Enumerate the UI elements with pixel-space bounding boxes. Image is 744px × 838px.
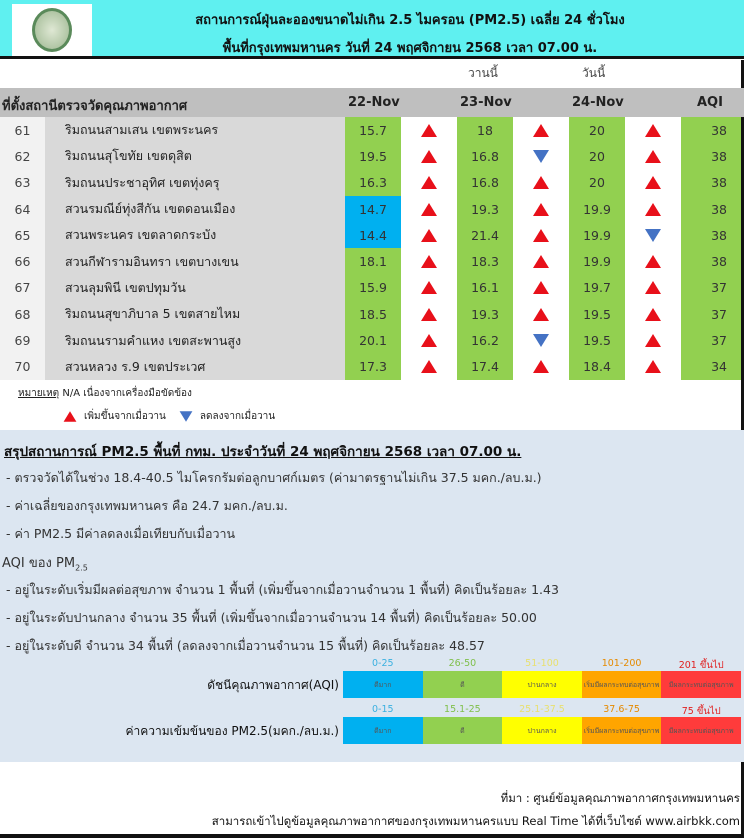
scale-level <box>343 704 423 744</box>
scale-level-label: ดี <box>423 671 503 698</box>
value-24nov: 19.9 <box>569 196 625 222</box>
trend-cell <box>625 354 681 380</box>
scale-range: 75 ขึ้นไป <box>681 706 721 717</box>
color-scale <box>343 658 741 698</box>
station-number: 62 <box>0 143 45 169</box>
station-number: 61 <box>0 117 45 143</box>
value-24nov: 20 <box>569 117 625 143</box>
value-23nov: 16.2 <box>457 327 513 353</box>
trend-cell <box>625 222 681 248</box>
table-row <box>0 327 744 353</box>
up-arrow-icon <box>421 308 437 321</box>
table-row <box>0 222 744 248</box>
value-23nov: 16.8 <box>457 143 513 169</box>
scale-level-label: ปานกลาง <box>502 717 582 744</box>
trend-cell <box>625 301 681 327</box>
col-24nov: 24-Nov <box>572 95 624 110</box>
aqi-value: 38 <box>681 248 741 274</box>
trend-cell <box>513 354 569 380</box>
up-arrow-icon <box>645 203 661 216</box>
value-22nov: 14.7 <box>345 196 401 222</box>
scale-range: 26-50 <box>448 658 477 669</box>
scale-range: 51-100 <box>525 658 559 669</box>
table-row <box>0 301 744 327</box>
trend-cell <box>401 143 457 169</box>
table-row <box>0 354 744 380</box>
up-arrow-icon <box>645 176 661 189</box>
trend-cell <box>513 248 569 274</box>
aqi-title: AQI ของ $PM_{2.5}$ <box>2 556 88 573</box>
value-22nov: 19.5 <box>345 143 401 169</box>
arrow-legend <box>62 409 275 424</box>
scale-level-label: มีผลกระทบต่อสุขภาพ <box>661 671 741 698</box>
value-24nov: 19.5 <box>569 327 625 353</box>
up-arrow-icon <box>421 334 437 347</box>
col-station: ที่ตั้งสถานีตรวจวัดคุณภาพอากาศ <box>2 99 188 114</box>
value-24nov: 20 <box>569 170 625 196</box>
station-name: สวนลุมพินี เขตปทุมวัน <box>45 275 345 301</box>
scale-range: 101-200 <box>601 658 642 669</box>
header-subtitle: พื้นที่กรุงเทพมหานคร วันที่ 24 พฤศจิกายน 2568 เวลา 07.00 น. <box>222 41 598 56</box>
scale-range: 201 ขึ้นไป <box>678 660 724 671</box>
value-24nov: 20 <box>569 143 625 169</box>
up-arrow-icon <box>645 334 661 347</box>
table-row <box>0 170 744 196</box>
trend-cell <box>401 301 457 327</box>
trend-cell <box>513 275 569 301</box>
up-arrow-icon <box>533 176 549 189</box>
scale-range: 0-25 <box>372 658 394 669</box>
scale-level-label: ปานกลาง <box>502 671 582 698</box>
source-text: ที่มา : ศูนย์ข้อมูลคุณภาพอากาศกรุงเทพมหานคร <box>500 791 740 805</box>
up-arrow-icon <box>533 255 549 268</box>
up-arrow-icon <box>533 124 549 137</box>
station-name: ริมถนนประชาอุทิศ เขตทุ่งครุ <box>45 170 345 196</box>
trend-cell <box>625 327 681 353</box>
up-arrow-icon <box>64 411 77 421</box>
station-number: 68 <box>0 301 45 327</box>
summary-line: - ค่า PM2.5 มีค่าลดลงเมื่อเทียบกับเมื่อวาน <box>6 526 236 541</box>
note <box>18 386 192 401</box>
scale-range: 37.6-75 <box>603 704 640 715</box>
down-label: ลดลงจากเมื่อวาน <box>199 411 276 422</box>
station-number: 64 <box>0 196 45 222</box>
up-arrow-icon <box>645 255 661 268</box>
trend-cell <box>401 117 457 143</box>
station-name: สวนพระนคร เขตลาดกระบัง <box>45 222 345 248</box>
scale-level <box>582 704 662 744</box>
aqi-line: - อยู่ในระดับเริ่มมีผลต่อสุขภาพ จำนวน 1 พื้นที่ (เพิ่มขึ้นจากเมื่อวานจำนวน 1 พื้นที่) คิดเป็นร้อยละ 1.43 <box>6 582 559 597</box>
value-24nov: 19.5 <box>569 301 625 327</box>
table-row <box>0 196 744 222</box>
scale-level-label: ดี <box>423 717 503 744</box>
scale-range: 15.1-25 <box>444 704 481 715</box>
up-arrow-icon <box>421 124 437 137</box>
trend-cell <box>513 170 569 196</box>
up-arrow-icon <box>533 360 549 373</box>
scale-level-label: เริ่มมีผลกระทบต่อสุขภาพ <box>582 671 662 698</box>
value-23nov: 17.4 <box>457 354 513 380</box>
table-row <box>0 117 744 143</box>
station-name: ริมถนนสุโขทัย เขตดุสิต <box>45 143 345 169</box>
value-23nov: 21.4 <box>457 222 513 248</box>
aqi-value: 38 <box>681 117 741 143</box>
trend-cell <box>625 117 681 143</box>
trend-cell <box>401 222 457 248</box>
trend-cell <box>513 301 569 327</box>
value-23nov: 18 <box>457 117 513 143</box>
value-23nov: 16.1 <box>457 275 513 301</box>
scale-range: 0-15 <box>372 704 394 715</box>
up-label: เพิ่มขึ้นจากเมื่อวาน <box>84 411 166 422</box>
color-scale <box>343 704 741 744</box>
aqi-value: 38 <box>681 222 741 248</box>
aqi-value: 38 <box>681 196 741 222</box>
station-name: สวนรมณีย์ทุ่งสีกัน เขตดอนเมือง <box>45 196 345 222</box>
down-arrow-icon <box>645 229 661 242</box>
value-22nov: 20.1 <box>345 327 401 353</box>
aqi-value: 37 <box>681 275 741 301</box>
trend-cell <box>401 170 457 196</box>
up-arrow-icon <box>533 229 549 242</box>
value-22nov: 14.4 <box>345 222 401 248</box>
summary-line: - ค่าเฉลี่ยของกรุงเทพมหานคร คือ 24.7 มคก./ลบ.ม. <box>6 498 288 513</box>
down-arrow-icon <box>533 150 549 163</box>
down-arrow-icon <box>533 334 549 347</box>
value-22nov: 15.9 <box>345 275 401 301</box>
scale-range: 25.1-37.5 <box>519 704 565 715</box>
station-number: 70 <box>0 354 45 380</box>
scale-label: ค่าความเข้มข้นของ PM2.5(มคก./ลบ.ม.) <box>125 724 339 738</box>
trend-cell <box>513 327 569 353</box>
scale-level-label: ดีมาก <box>343 671 423 698</box>
table-row <box>0 143 744 169</box>
value-22nov: 18.1 <box>345 248 401 274</box>
aqi-value: 38 <box>681 170 741 196</box>
station-name: ริมถนนรามคำแหง เขตสะพานสูง <box>45 327 345 353</box>
up-arrow-icon <box>645 360 661 373</box>
value-23nov: 18.3 <box>457 248 513 274</box>
station-name: สวนหลวง ร.9 เขตประเวศ <box>45 354 345 380</box>
up-arrow-icon <box>645 150 661 163</box>
up-arrow-icon <box>645 124 661 137</box>
up-arrow-icon <box>421 150 437 163</box>
value-22nov: 18.5 <box>345 301 401 327</box>
aqi-value: 37 <box>681 327 741 353</box>
scale-level-label: ดีมาก <box>343 717 423 744</box>
scale-level <box>582 658 662 698</box>
up-arrow-icon <box>421 255 437 268</box>
station-number: 67 <box>0 275 45 301</box>
value-22nov: 16.3 <box>345 170 401 196</box>
scale-level <box>502 704 582 744</box>
station-number: 65 <box>0 222 45 248</box>
trend-cell <box>401 248 457 274</box>
report-header <box>0 0 744 59</box>
station-name: ริมถนนสุขาภิบาล 5 เขตสายไหม <box>45 301 345 327</box>
col-22nov: 22-Nov <box>348 95 400 110</box>
station-number: 63 <box>0 170 45 196</box>
trend-cell <box>513 117 569 143</box>
note-label: หมายเหตุ <box>18 388 60 399</box>
trend-cell <box>401 196 457 222</box>
bangkok-seal-logo <box>12 4 92 56</box>
table-header <box>0 88 744 117</box>
up-arrow-icon <box>421 360 437 373</box>
scale-level-label: มีผลกระทบต่อสุขภาพ <box>661 717 741 744</box>
aqi-line: - อยู่ในระดับปานกลาง จำนวน 35 พื้นที่ (เพิ่มขึ้นจากเมื่อวานจำนวน 14 พื้นที่) คิดเป็นร้อยละ 50.00 <box>6 610 537 625</box>
trend-cell <box>625 248 681 274</box>
value-23nov: 19.3 <box>457 196 513 222</box>
value-24nov: 19.9 <box>569 248 625 274</box>
realtime-text: สามารถเข้าไปดูข้อมูลคุณภาพอากาศของกรุงเทพมหานครแบบ Real Time ได้ที่เว็บไซต์ www.airbkk.com <box>211 814 740 828</box>
scale-level <box>343 658 423 698</box>
trend-cell <box>401 275 457 301</box>
trend-cell <box>401 327 457 353</box>
value-23nov: 16.8 <box>457 170 513 196</box>
station-name: สวนกีฬารามอินทรา เขตบางเขน <box>45 248 345 274</box>
trend-cell <box>401 354 457 380</box>
up-arrow-icon <box>645 281 661 294</box>
table-row <box>0 275 744 301</box>
aqi-value: 34 <box>681 354 741 380</box>
trend-cell <box>625 170 681 196</box>
summary-line: - ตรวจวัดได้ในช่วง 18.4-40.5 ไมโครกรัมต่อลูกบาศก์เมตร (ค่ามาตรฐานไม่เกิน 37.5 มคก./ลบ.ม.) <box>6 470 542 485</box>
aqi-value: 38 <box>681 143 741 169</box>
scale-level <box>661 704 741 744</box>
value-23nov: 19.3 <box>457 301 513 327</box>
trend-cell <box>513 143 569 169</box>
up-arrow-icon <box>421 281 437 294</box>
table-row <box>0 248 744 274</box>
trend-cell <box>625 143 681 169</box>
scale-label: ดัชนีคุณภาพอากาศ(AQI) <box>207 678 339 692</box>
scale-level <box>423 704 503 744</box>
trend-cell <box>625 275 681 301</box>
station-number: 66 <box>0 248 45 274</box>
scale-level <box>423 658 503 698</box>
value-24nov: 19.7 <box>569 275 625 301</box>
scale-level <box>502 658 582 698</box>
up-arrow-icon <box>421 203 437 216</box>
yesterday-label: วานนี้ <box>468 66 498 80</box>
trend-cell <box>513 222 569 248</box>
station-name: ริมถนนสามเสน เขตพระนคร <box>45 117 345 143</box>
aqi-line: - อยู่ในระดับดี จำนวน 34 พื้นที่ (ลดลงจากเมื่อวานจำนวน 15 พื้นที่) คิดเป็นร้อยละ 48.57 <box>6 638 485 653</box>
value-24nov: 18.4 <box>569 354 625 380</box>
station-table <box>0 117 744 380</box>
summary-title: สรุปสถานการณ์ PM2.5 พื้นที่ กทม. ประจำวันที่ 24 พฤศจิกายน 2568 เวลา 07.00 น. <box>4 444 522 460</box>
up-arrow-icon <box>421 176 437 189</box>
up-arrow-icon <box>533 203 549 216</box>
scale-level <box>661 658 741 698</box>
value-22nov: 15.7 <box>345 117 401 143</box>
today-label: วันนี้ <box>582 66 606 80</box>
scale-level-label: เริ่มมีผลกระทบต่อสุขภาพ <box>582 717 662 744</box>
down-arrow-icon <box>179 411 192 421</box>
col-23nov: 23-Nov <box>460 95 512 110</box>
up-arrow-icon <box>421 229 437 242</box>
note-text: N/A เนื่องจากเครื่องมือขัดข้อง <box>62 388 192 399</box>
value-24nov: 19.9 <box>569 222 625 248</box>
up-arrow-icon <box>645 308 661 321</box>
aqi-value: 37 <box>681 301 741 327</box>
trend-cell <box>513 196 569 222</box>
value-22nov: 17.3 <box>345 354 401 380</box>
station-number: 69 <box>0 327 45 353</box>
trend-cell <box>625 196 681 222</box>
up-arrow-icon <box>533 308 549 321</box>
up-arrow-icon <box>533 281 549 294</box>
col-aqi: AQI <box>697 95 723 110</box>
header-title: สถานการณ์ฝุ่นละอองขนาดไม่เกิน 2.5 ไมครอน (PM2.5) เฉลี่ย 24 ชั่วโมง <box>195 13 625 28</box>
